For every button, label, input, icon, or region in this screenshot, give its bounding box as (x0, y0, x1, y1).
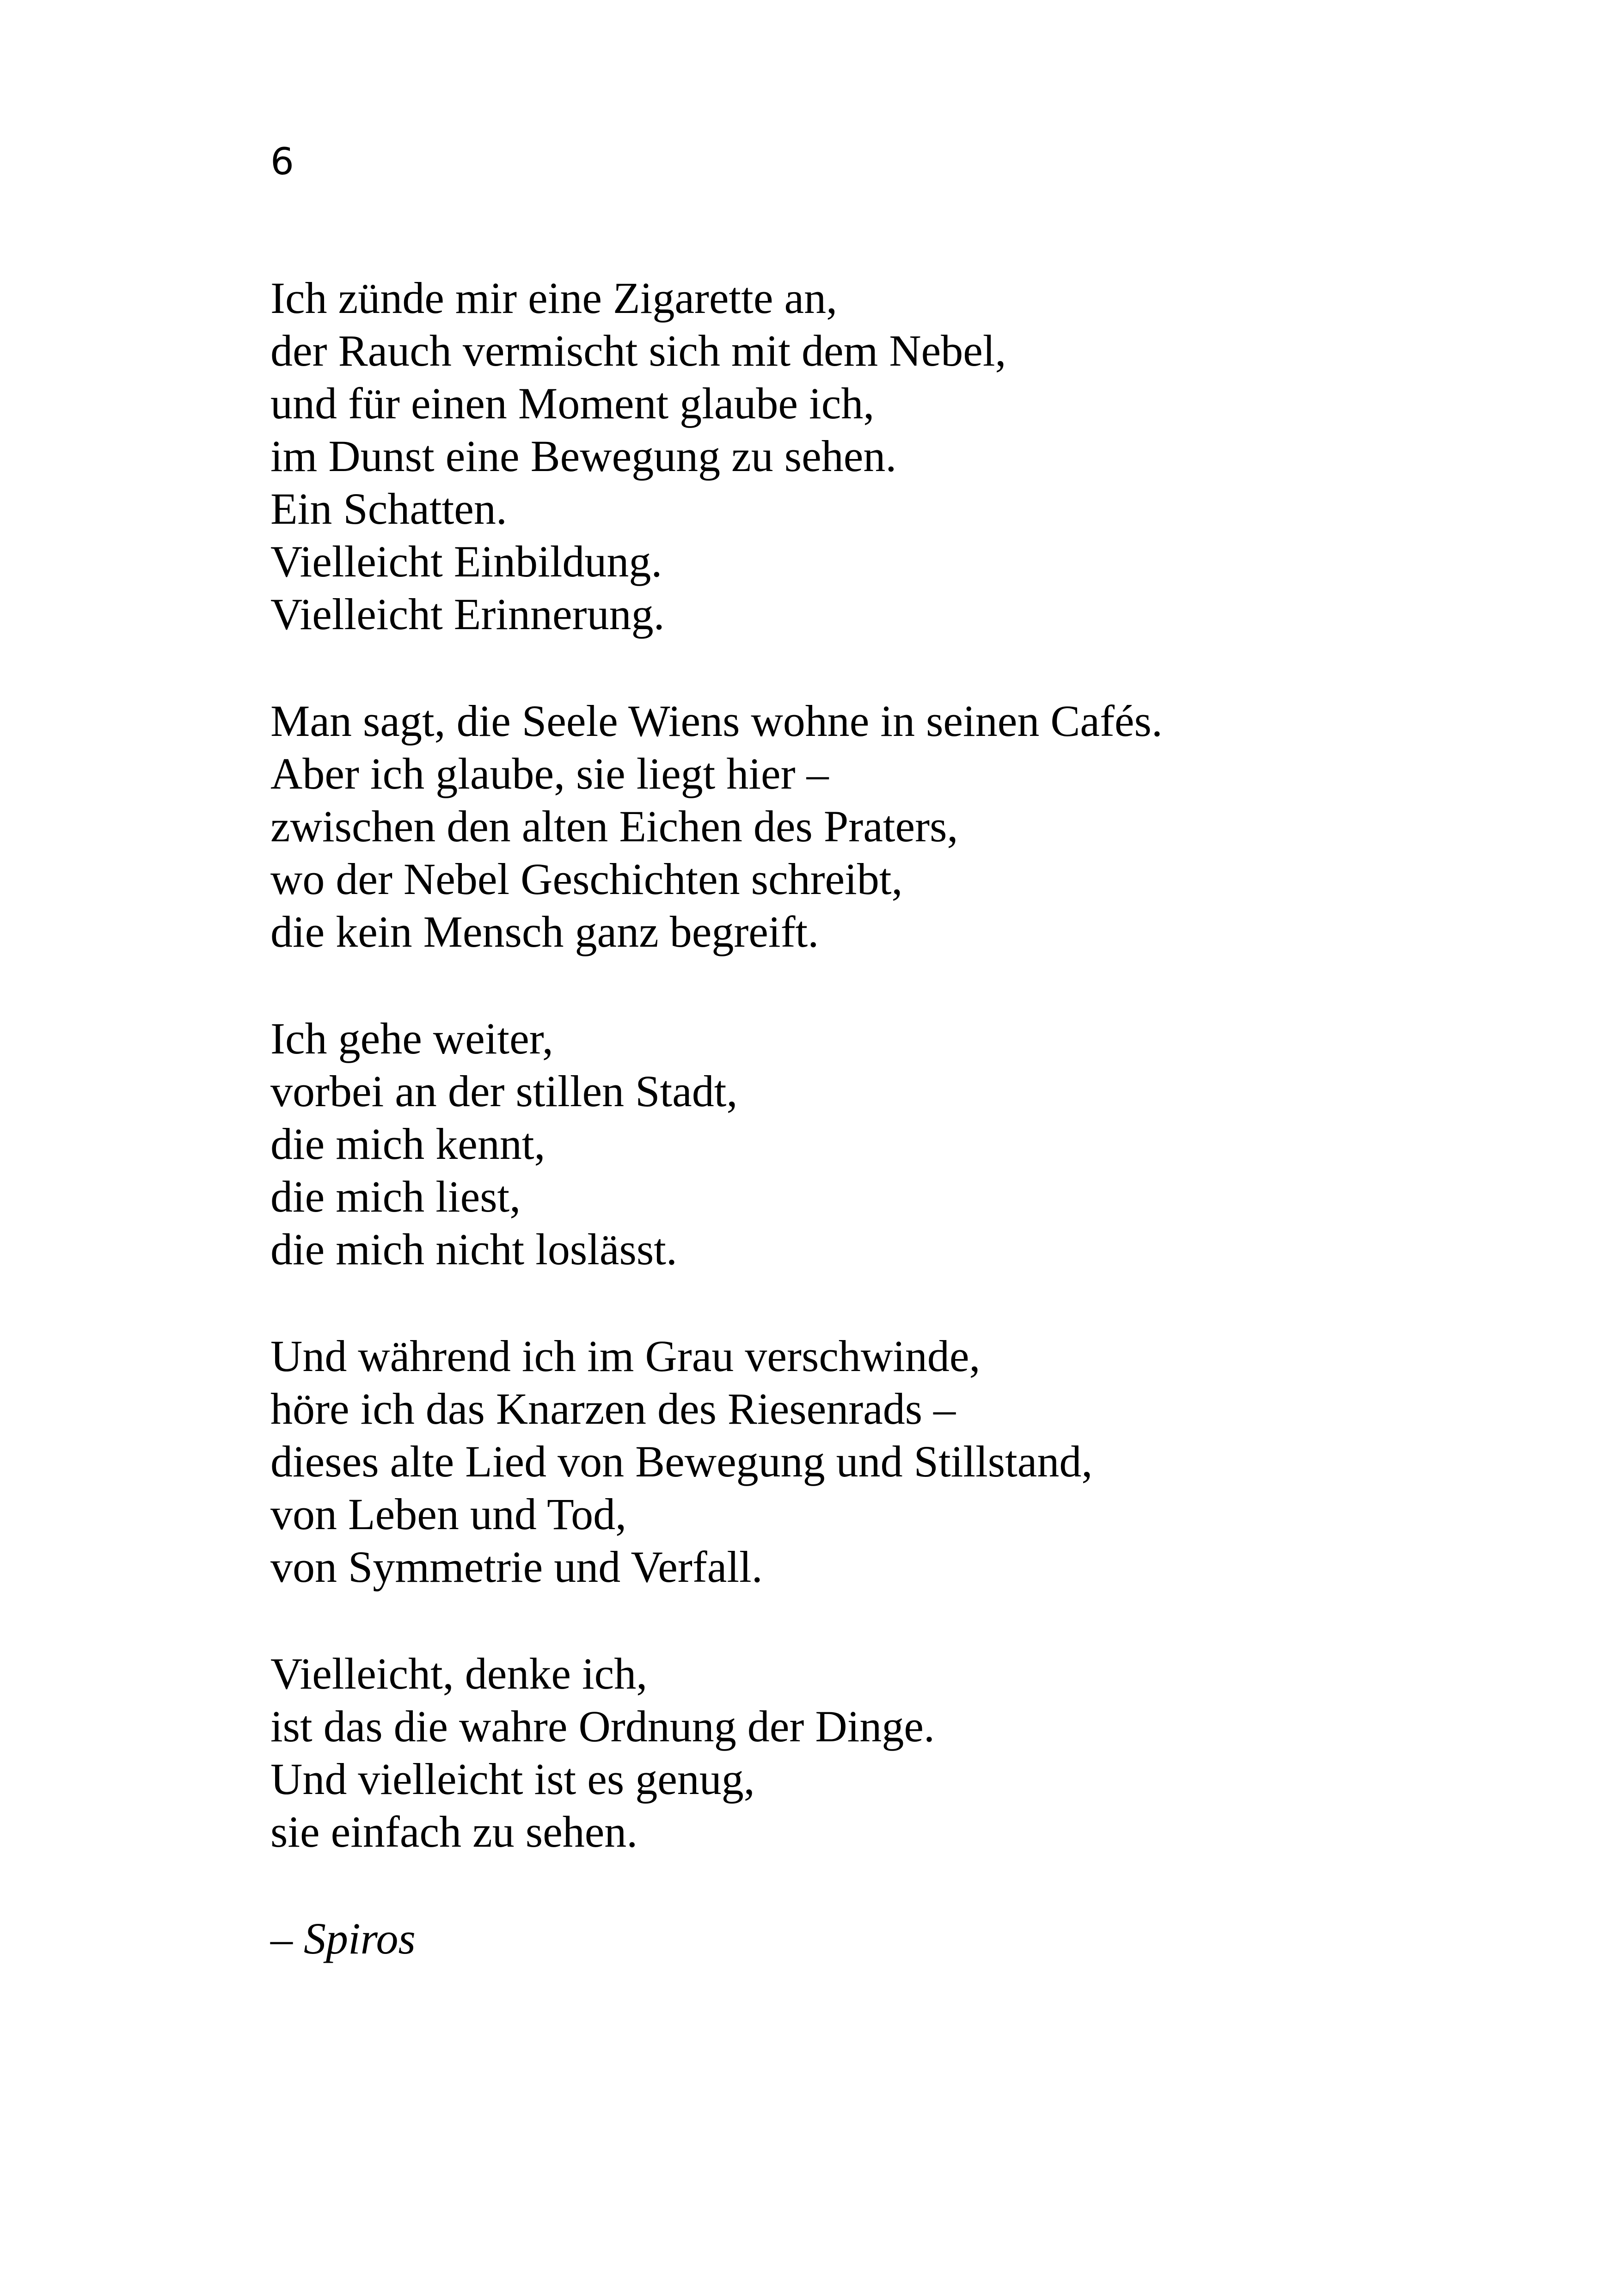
poem-line: Und vielleicht ist es genug, (270, 1754, 755, 1804)
poem-line: wo der Nebel Geschichten schreibt, (270, 854, 903, 904)
poem-line: höre ich das Knarzen des Riesenrads – (270, 1384, 956, 1433)
poem-line: Vielleicht Erinnerung. (270, 589, 665, 639)
stanza (270, 695, 1426, 958)
poem-line: die mich liest, (270, 1172, 521, 1221)
poem-line: Vielleicht Einbildung. (270, 537, 662, 586)
poem-line: im Dunst eine Bewegung zu sehen. (270, 431, 897, 481)
stanza (270, 1330, 1426, 1593)
poem-line: Vielleicht, denke ich, (270, 1649, 648, 1698)
poem-line: die mich kennt, (270, 1119, 545, 1169)
author-name: Spiros (304, 1914, 416, 1963)
poem-line: die kein Mensch ganz begreift. (270, 907, 819, 956)
poem-line: Ich zünde mir eine Zigarette an, (270, 273, 838, 323)
poem-line: ist das die wahre Ordnung der Dinge. (270, 1702, 935, 1751)
poem-line: Ich gehe weiter, (270, 1014, 553, 1063)
poem-line: vorbei an der stillen Stadt, (270, 1066, 738, 1116)
poem-line: und für einen Moment glaube ich, (270, 379, 875, 428)
page-number: 6 (270, 140, 294, 183)
poem (270, 272, 1426, 1965)
poem-line: von Leben und Tod, (270, 1489, 627, 1539)
poem-line: Und während ich im Grau verschwinde, (270, 1331, 981, 1381)
stanza (270, 1647, 1426, 1858)
poem-line: Man sagt, die Seele Wiens wohne in seinen Cafés. (270, 696, 1163, 746)
stanza (270, 272, 1426, 641)
signature-dash: – (270, 1914, 304, 1963)
poem-line: der Rauch vermischt sich mit dem Nebel, (270, 326, 1006, 375)
author-signature (270, 1912, 1426, 1965)
poem-line: dieses alte Lied von Bewegung und Stillstand, (270, 1437, 1093, 1486)
poem-line: Ein Schatten. (270, 484, 507, 533)
poem-line: von Symmetrie und Verfall. (270, 1542, 763, 1592)
poem-line: die mich nicht loslässt. (270, 1225, 677, 1274)
poem-line: sie einfach zu sehen. (270, 1807, 638, 1856)
poem-line: zwischen den alten Eichen des Praters, (270, 802, 958, 851)
poem-line: Aber ich glaube, sie liegt hier – (270, 749, 829, 798)
stanza (270, 1012, 1426, 1276)
